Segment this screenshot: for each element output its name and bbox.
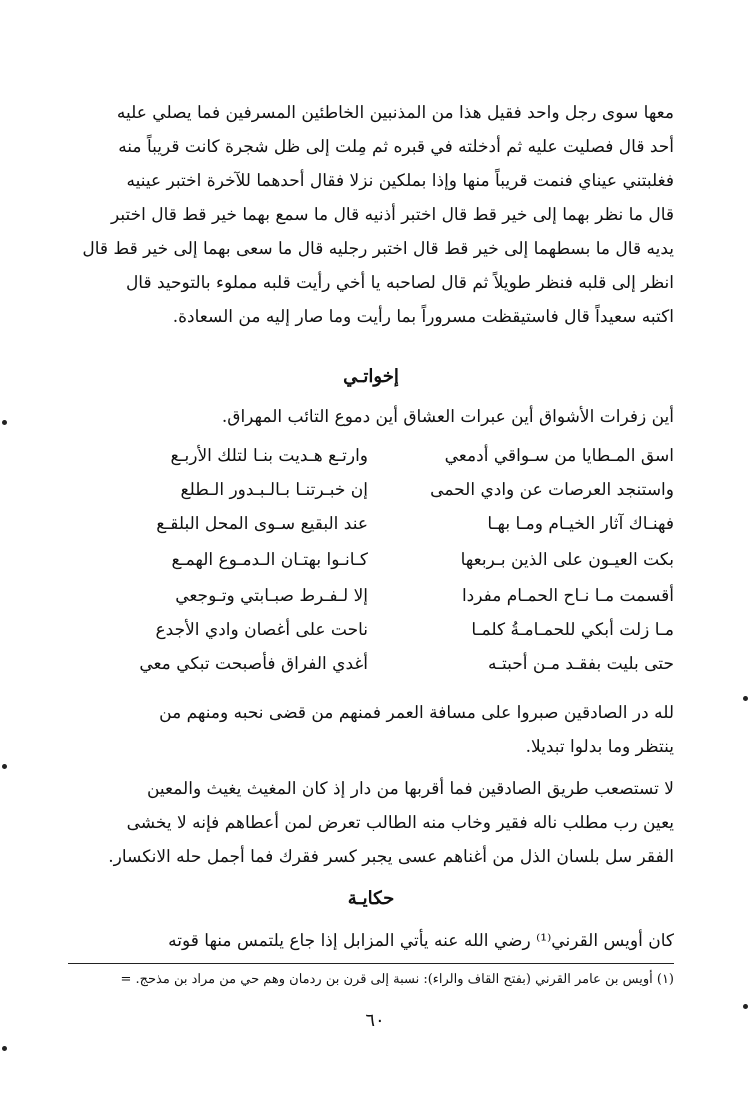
text-line: ينتظر وما بدلوا تبديلا.	[525, 737, 674, 757]
text-line: لا تستصعب طريق الصادقين فما أقربها من دار إذ كان المغيث يغيث والمعين	[146, 779, 674, 799]
text-line: فغلبتني عيناي فنمت قريباً منها وإذا بملكين نزلا فقال أحدهما للآخرة اختبر عينيه	[126, 171, 674, 191]
verse-first-hemistich: أقسمت مـا نـاح الحمـام مفردا	[461, 586, 674, 606]
section-heading: حكايـة	[347, 888, 395, 909]
paragraph-uways	[68, 924, 674, 958]
text-line: كان أويس القرني⁽¹⁾ رضي الله عنه يأتي المزابل إذا جاع يلتمس منها قوته	[168, 931, 674, 951]
scan-mark	[2, 420, 7, 425]
verse	[68, 446, 674, 480]
verse-second-hemistich: كـانـوا بهتـان الـدمـوع الهمـع	[171, 550, 368, 570]
verse-second-hemistich: أغدي الفراق فأصبحت تبكي معي	[139, 654, 368, 674]
footnote: (١) أويس بن عامر القرني (بفتح القاف والراء): نسبة إلى قرن بن ردمان وهم حي من مراد بن مذحج. =	[120, 972, 674, 987]
text-line: قال ما نظر بهما إلى خير قط قال اختبر أذنيه قال ما سمع بهما خير قط قال اختبر	[110, 205, 674, 225]
verse-first-hemistich: اسق المـطايا من سـواقي أدمعي	[444, 446, 674, 466]
text-line: اكتبه سعيداً قال فاستيقظت مسروراً بما رأيت وما صار إليه من السعادة.	[172, 307, 674, 327]
verse-first-hemistich: واستنجد العرصات عن وادي الحمى	[430, 480, 674, 500]
verse	[68, 480, 674, 514]
page-number: ٦٠	[365, 1010, 385, 1031]
paragraph-truthful	[68, 696, 674, 764]
verse-second-hemistich: وارتـع هـديت بنـا لتلك الأربـع	[170, 446, 368, 466]
verse-first-hemistich: مـا زلت أبكي للحمـامـةُ كلمـا	[471, 620, 674, 640]
text-line: انظر إلى قلبه فنظر طويلاً ثم قال لصاحبه يا أخي رأيت قلبه مملوء بالتوحيد قال	[125, 273, 674, 293]
paragraph-path	[68, 772, 674, 874]
text-line: لله در الصادقين صبروا على مسافة العمر فمنهم من قضى نحبه ومنهم من	[159, 703, 674, 723]
footnote-divider	[68, 963, 674, 964]
verse-first-hemistich: بكت العيـون على الذين بـربعها	[460, 550, 674, 570]
scan-mark	[743, 696, 748, 701]
verse-second-hemistich: عند البقيع سـوى المحل البلقـع	[156, 514, 368, 534]
text-line: أحد قال فصليت عليه ثم أدخلته في قبره ثم مِلت إلى ظل شجرة كانت قريباً منه	[118, 137, 674, 157]
paragraph-story-end	[68, 96, 674, 334]
verse	[68, 586, 674, 620]
text-line: الفقر سل بلسان الذل من أغناهم عسى يجبر كسر فقرك فما أجمل حله الانكسار.	[108, 847, 674, 867]
text-line: أين زفرات الأشواق أين عبرات العشاق أين دموع التائب المهراق.	[221, 407, 674, 427]
intro-line	[68, 400, 674, 434]
verse-first-hemistich: فهنـاك آثار الخيـام ومـا بهـا	[487, 514, 674, 534]
verse-second-hemistich: ناحت على أغصان وادي الأجدع	[155, 620, 368, 640]
section-heading: إخواتـي	[343, 366, 399, 387]
verse	[68, 514, 674, 548]
text-line: يعين رب مطلب ناله فقير وخاب منه الطالب تعرض لمن أعطاهم فإنه لا يخشى	[126, 813, 674, 833]
verse-first-hemistich: حتى بليت بفقـد مـن أحبتـه	[487, 654, 674, 674]
text-line: معها سوى رجل واحد فقيل هذا من المذنبين الخاطئين المسرفين فما يصلي عليه	[116, 103, 674, 123]
verse-second-hemistich: إن خبـرتنـا بـالـبـدور الـطلع	[180, 480, 368, 500]
verse	[68, 550, 674, 584]
text-line: يديه قال ما بسطهما إلى خير قط قال اختبر رجليه قال ما سعى بهما إلى خير قط قال	[82, 239, 674, 259]
verse-second-hemistich: إلا لـفـرط صبـابتي وتـوجعي	[175, 586, 368, 606]
verse	[68, 620, 674, 654]
verse	[68, 654, 674, 688]
scan-mark	[743, 1004, 748, 1009]
scan-mark	[2, 764, 7, 769]
scan-mark	[2, 1046, 7, 1051]
